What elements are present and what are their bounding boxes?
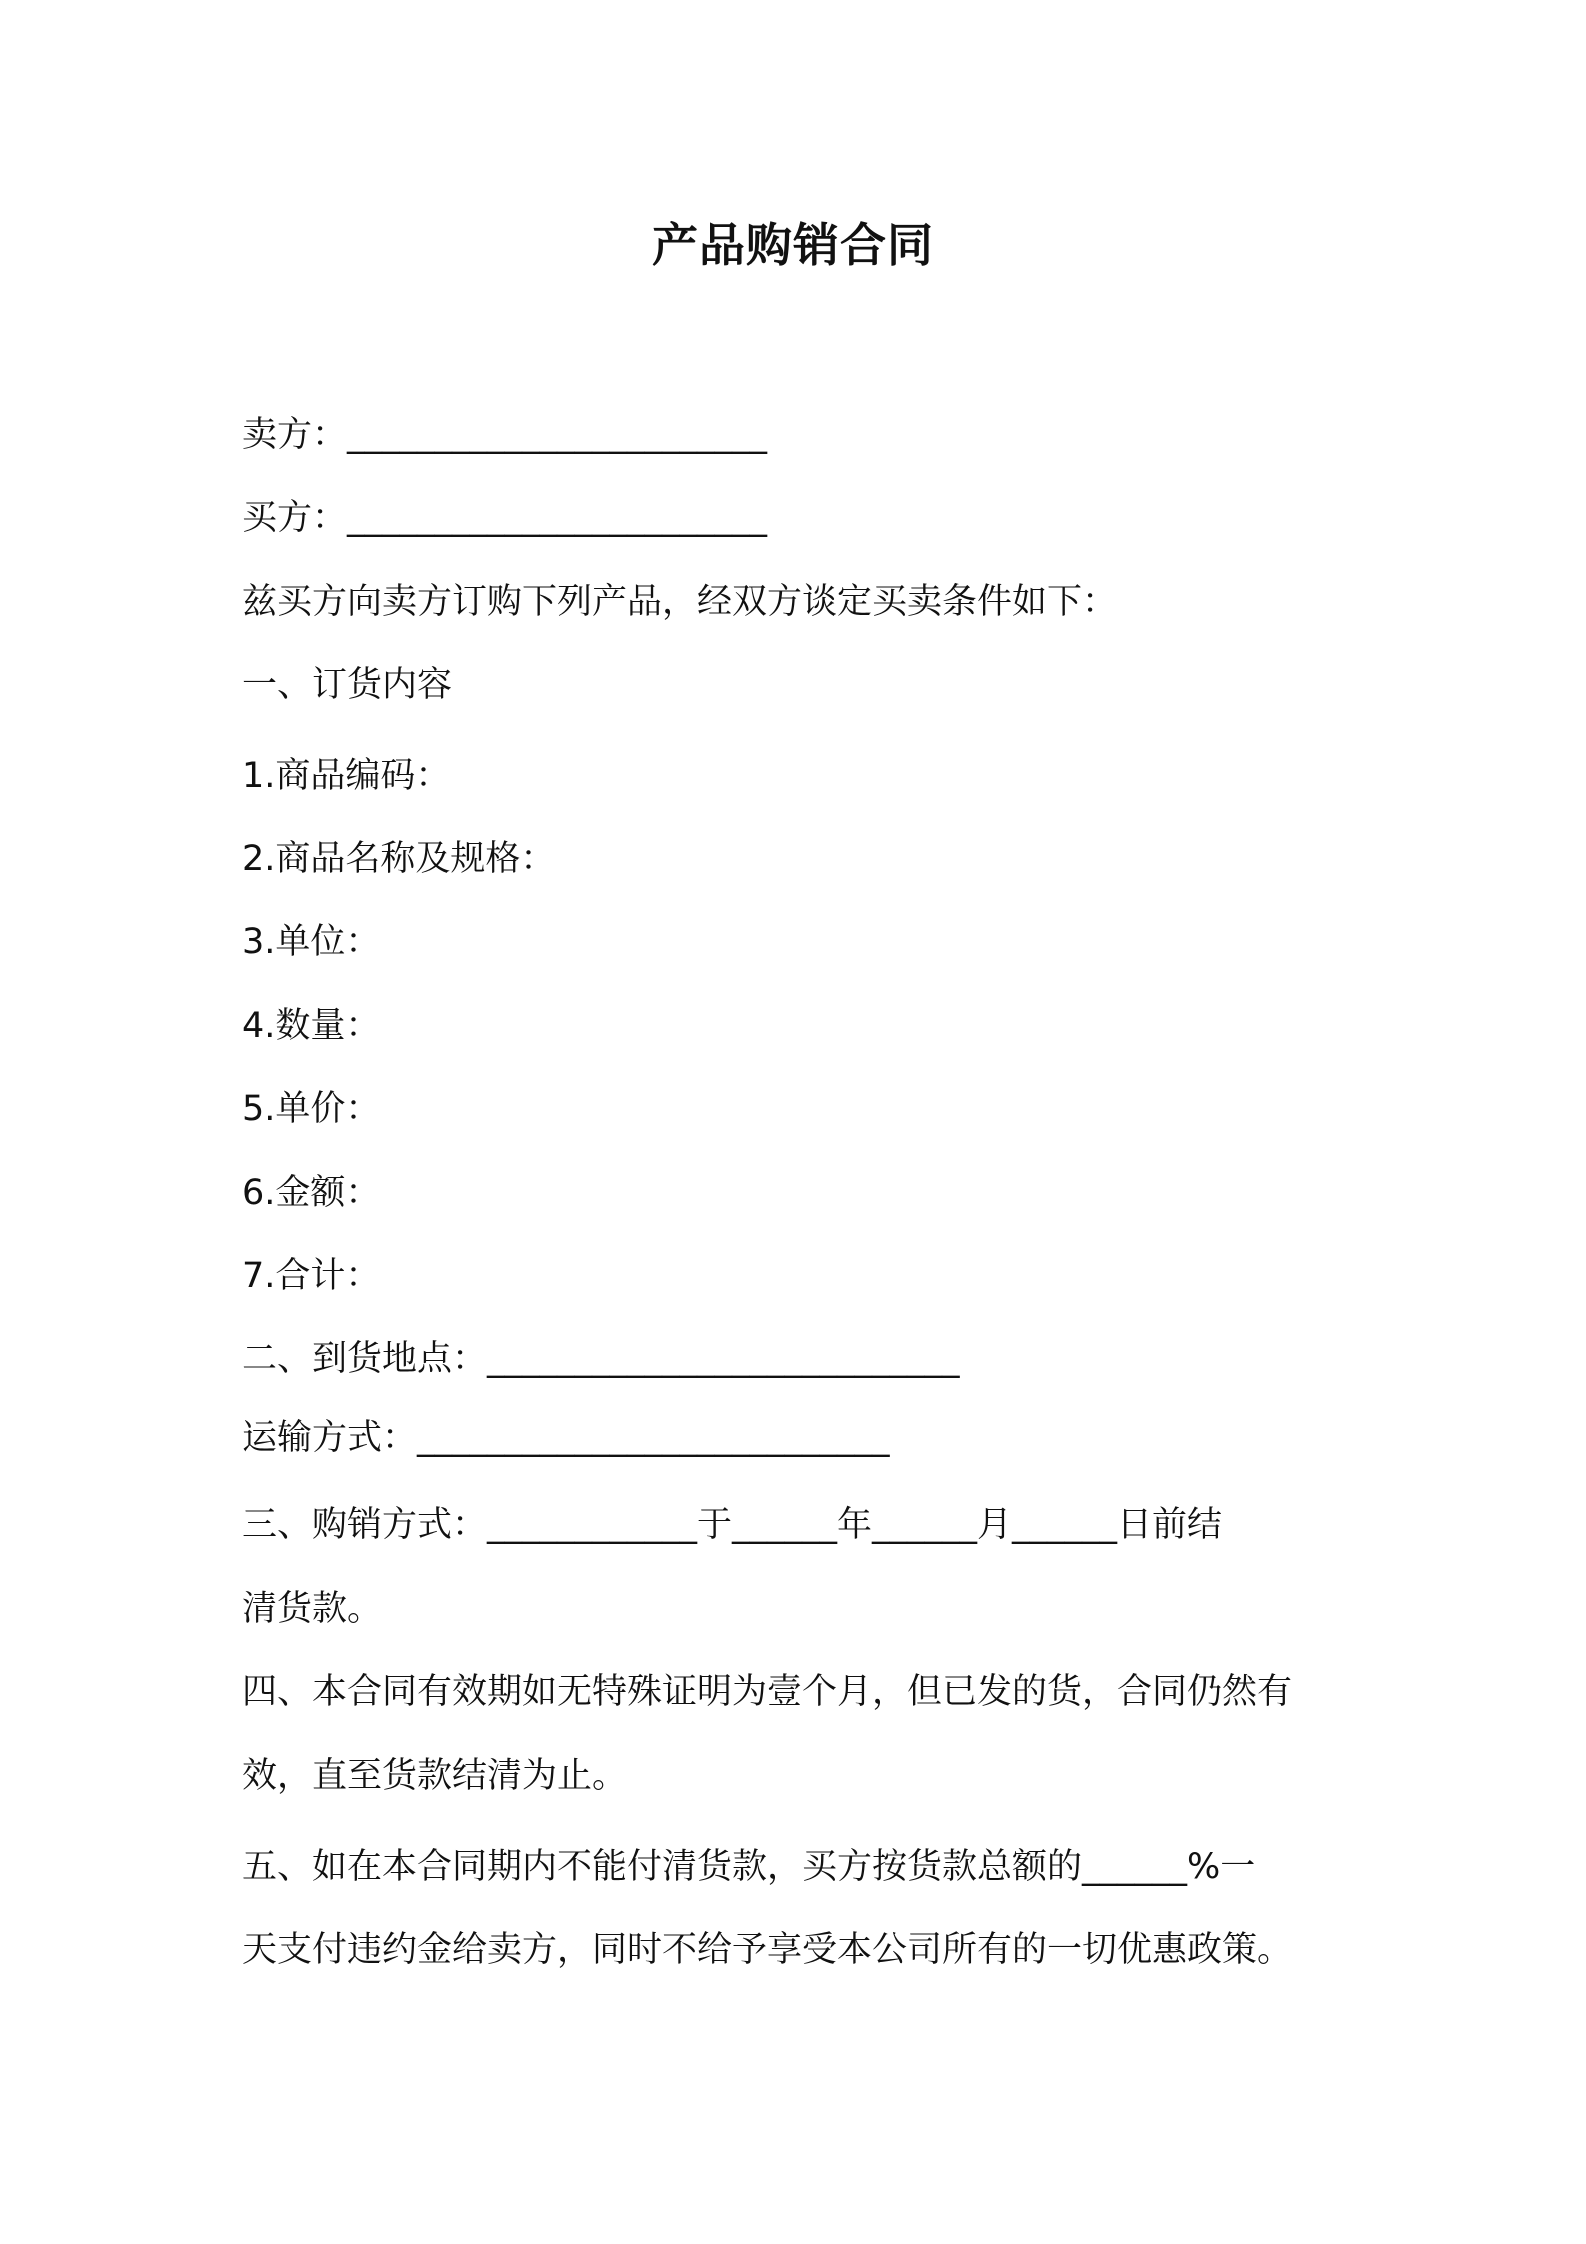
section-heading-order-content: 一、订货内容 — [242, 665, 453, 705]
item-amount: 6.金额： — [242, 1173, 381, 1213]
item-total: 7.合计： — [242, 1256, 381, 1296]
item-unit: 3.单位： — [242, 922, 381, 962]
payment-method-line-cont: 清货款。 — [242, 1589, 383, 1629]
payment-method-line: 三、购销方式：____________于______年______月______日前结 — [242, 1505, 1223, 1545]
document-title: 产品购销合同 — [652, 218, 934, 272]
penalty-clause-cont: 天支付违约金给卖方，同时不给予享受本公司所有的一切优惠政策。 — [242, 1930, 1293, 1970]
transport-method-line: 运输方式：___________________________ — [242, 1418, 890, 1458]
item-product-name-spec: 2.商品名称及规格： — [242, 839, 556, 879]
seller-line: 卖方：________________________ — [242, 415, 768, 455]
buyer-line: 买方：________________________ — [242, 498, 768, 538]
delivery-location-line: 二、到货地点：___________________________ — [242, 1339, 960, 1379]
item-quantity: 4.数量： — [242, 1006, 381, 1046]
validity-clause-cont: 效，直至货款结清为止。 — [242, 1756, 628, 1796]
item-unit-price: 5.单价： — [242, 1089, 381, 1129]
item-product-code: 1.商品编码： — [242, 756, 451, 796]
penalty-clause: 五、如在本合同期内不能付清货款，买方按货款总额的______%一 — [242, 1847, 1256, 1887]
intro-paragraph: 兹买方向卖方订购下列产品，经双方谈定买卖条件如下： — [242, 582, 1118, 622]
validity-clause: 四、本合同有效期如无特殊证明为壹个月，但已发的货，合同仍然有 — [242, 1672, 1293, 1712]
